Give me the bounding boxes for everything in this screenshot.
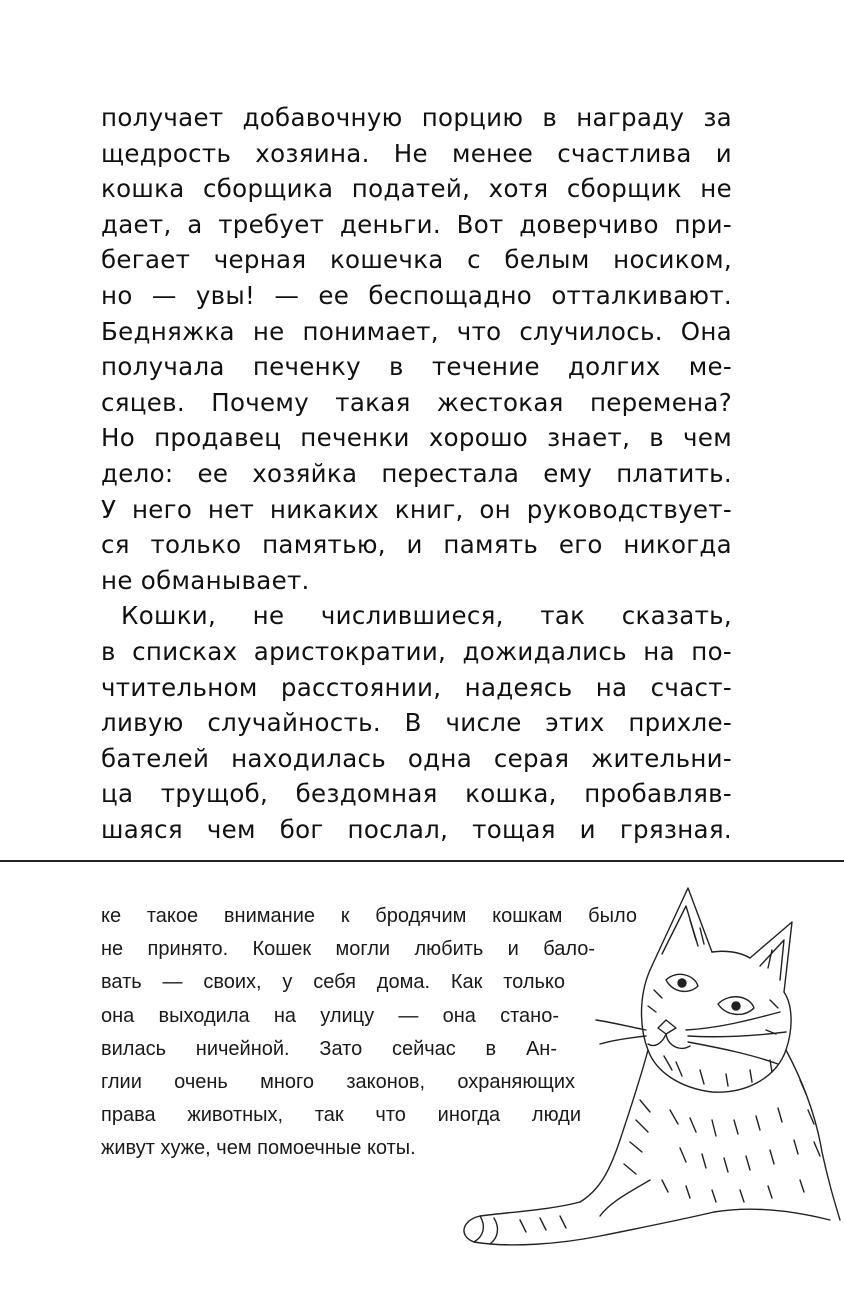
note-line: вать — своих, у себя дома. Как только	[101, 971, 565, 994]
paragraph-start-line: Кошки, не числившиеся, так сказать,	[121, 601, 732, 631]
text-line: в списках аристократии, дожидались на по-	[101, 636, 732, 666]
note-line: живут хуже, чем помоечные коты.	[101, 1137, 416, 1160]
text-line: чтительном расстоянии, надеясь на счаст-	[101, 672, 732, 702]
text-line: Но продавец печенки хорошо знает, в чем	[101, 423, 732, 453]
text-line: получает добавочную порцию в награду за	[101, 103, 732, 132]
text-line: дает, а требует деньги. Вот доверчиво при-	[101, 209, 732, 239]
main-text	[101, 100, 732, 847]
text-line: ца трущоб, бездомная кошка, пробавляв-	[101, 779, 732, 809]
text-line: но — увы! — ее беспощадно отталкивают.	[101, 280, 732, 310]
text-line: кошка сборщика податей, хотя сборщик не	[101, 174, 732, 204]
text-line: ся только памятью, и память его никогда	[101, 530, 732, 560]
section-divider	[0, 860, 844, 862]
text-line: дело: ее хозяйка перестала ему платить.	[101, 458, 732, 488]
text-line: ливую случайность. В числе этих прихле-	[101, 708, 732, 738]
text-line: щедрость хозяина. Не менее счастлива и	[101, 138, 732, 168]
text-line: У него нет никаких книг, он руководствует-	[101, 494, 732, 524]
text-line: бегает черная кошечка с белым носиком,	[101, 245, 732, 275]
text-line: не обманывает.	[101, 565, 310, 595]
note-line: глии очень много законов, охраняющих	[101, 1070, 575, 1093]
note-line: ке такое внимание к бродячим кошкам было	[101, 905, 637, 927]
note-line: вилась ничейной. Зато сейчас в Ан-	[101, 1037, 557, 1060]
text-line: шаяся чем бог послал, тощая и грязная.	[101, 814, 732, 844]
text-line: получала печенку в течение долгих ме-	[101, 352, 732, 382]
note-line: права животных, так что иногда люди	[101, 1104, 581, 1127]
text-line: сяцев. Почему такая жестокая перемена?	[101, 387, 732, 417]
note-line: она выходила на улицу — она стано-	[101, 1004, 559, 1027]
text-line: Бедняжка не понимает, что случилось. Она	[101, 316, 732, 346]
cat-illustration-icon	[450, 880, 844, 1260]
text-line: бателей находилась одна серая жительни-	[101, 743, 732, 773]
note-line: не принято. Кошек могли любить и бало-	[101, 938, 595, 961]
